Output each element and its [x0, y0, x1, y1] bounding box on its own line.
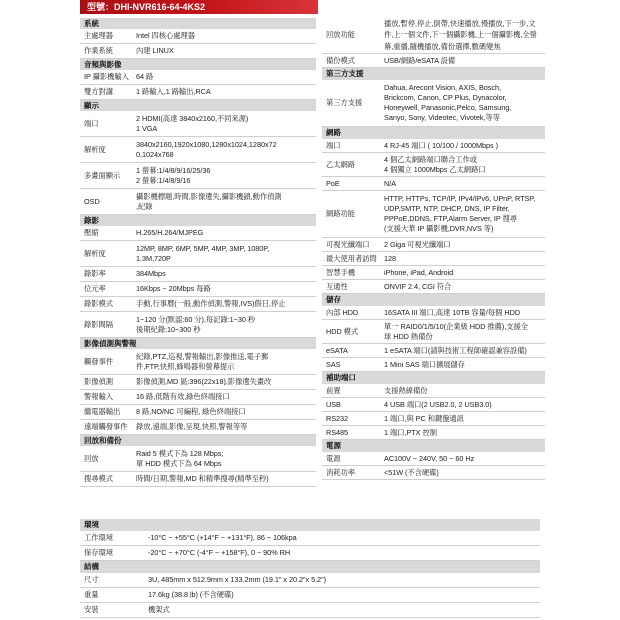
spec-value — [384, 384, 545, 397]
spec-label: 搜尋模式 — [84, 474, 113, 483]
spec-value-line: 0,1024x768 — [136, 149, 174, 159]
spec-value-line: Raid 5 模式下為 128 Mbps; — [136, 448, 224, 458]
spec-value — [136, 241, 316, 266]
spec-value — [136, 226, 316, 240]
spec-row — [80, 70, 316, 85]
spec-value-line: 2 HDMI(高達 3840x2160,不同來源) — [136, 113, 249, 123]
spec-value — [136, 29, 316, 43]
spec-value — [136, 420, 316, 434]
spec-row — [322, 398, 545, 412]
spec-value — [384, 139, 545, 152]
spec-label: RS232 — [326, 414, 349, 423]
spec-label: 回放功能 — [326, 30, 355, 39]
spec-label: PoE — [326, 179, 340, 188]
spec-label: 回放 — [84, 453, 99, 463]
spec-value — [148, 603, 540, 617]
spec-row — [322, 266, 545, 280]
spec-row — [322, 238, 545, 252]
spec-value-line: 機架式 — [148, 605, 170, 614]
spec-value-line: 單一 RAID0/1/5/10(企業級 HDD 推薦),支援全 — [384, 321, 529, 331]
spec-label: 解析度 — [84, 144, 106, 154]
spec-value — [384, 153, 545, 176]
spec-label: 端口 — [326, 140, 341, 150]
section-playback-backup: 回放和備份 — [80, 435, 316, 446]
spec-value — [136, 390, 316, 404]
spec-value-line: 8 路,NO/NC 可編程, 綠色終端接口 — [136, 407, 246, 416]
spec-label: 錄影率 — [84, 269, 106, 278]
spec-value — [136, 111, 316, 136]
spec-value-line: 1 端口,PTX 控制 — [384, 427, 437, 437]
spec-label: 網路功能 — [326, 209, 355, 218]
spec-label: OSD — [84, 197, 100, 206]
spec-row — [80, 375, 316, 390]
spec-label: 內部 HDD — [326, 307, 359, 317]
spec-label: 安裝 — [84, 605, 99, 614]
spec-label: 可視光纖端口 — [326, 239, 370, 249]
spec-value-line: 64 路 — [136, 72, 154, 81]
spec-value-line: 支援熱線備份 — [384, 385, 428, 395]
spec-value-line: N/A — [384, 178, 397, 188]
spec-label: 壓縮 — [84, 228, 99, 237]
spec-label: 主處理器 — [84, 31, 113, 40]
spec-row — [80, 472, 316, 487]
spec-row — [322, 280, 545, 294]
spec-value — [384, 80, 545, 126]
spec-value — [136, 312, 316, 337]
spec-value-line: -20°C ~ +70°C (-4°F ~ +158°F), 0 ~ 90% RH — [148, 548, 291, 557]
spec-value — [136, 163, 316, 188]
spec-value — [384, 54, 545, 67]
spec-row — [80, 531, 540, 546]
spec-value — [384, 344, 545, 357]
spec-label: 繼電器輸出 — [84, 407, 121, 416]
spec-label: 工作環境 — [84, 533, 113, 542]
spec-value — [384, 466, 545, 479]
spec-row — [80, 85, 316, 100]
spec-value-line: 播放,暫停,停止,倒帶,快速播放,慢播放,下一步,文 — [384, 18, 536, 28]
spec-value-line: -10°C ~ +55°C (+14°F ~ +131°F), 86 ~ 106kpa — [148, 533, 297, 542]
spec-value-line: Sanyo, Sony, Videotec, Vivotek,等等 — [384, 113, 500, 122]
spec-row — [322, 139, 545, 153]
spec-value-line: 384Mbps — [136, 269, 166, 278]
spec-label: 影像偵測 — [84, 377, 113, 386]
spec-label: 端口 — [84, 118, 99, 128]
spec-value-line: Brickcom, Canon, CP Plus, Dynacolor, — [384, 93, 507, 102]
spec-value-line: 件,FTP,快照,蜂鳴器和螢幕提示 — [136, 361, 235, 371]
spec-label: 錄影間隔 — [84, 319, 113, 329]
spec-value-line: AC100V ~ 240V, 50 ~ 60 Hz — [384, 453, 475, 463]
section-aux-ports: 補助端口 — [322, 372, 545, 384]
spec-value — [148, 546, 540, 560]
spec-label: 最大使用者訪問 — [326, 253, 377, 263]
spec-value-line: USB/網路/eSATA 設備 — [384, 55, 456, 65]
spec-row — [80, 312, 316, 338]
spec-value-line: iPhone, iPad, Android — [384, 267, 454, 277]
spec-value-line: Dahua, Arecont Vision, AXIS, Bosch, — [384, 83, 501, 92]
spec-value-line: 件,上一個文件,下一個攝影機,上一個攝影機,全螢 — [384, 30, 537, 40]
spec-value-line: 影像偵測,MD 區:396(22x18),影像遺失畫改 — [136, 377, 272, 386]
spec-value-line: H.265/H.264/MJPEG — [136, 228, 204, 237]
spec-value — [136, 297, 316, 311]
spec-label: 備份模式 — [326, 55, 355, 65]
spec-label: 重量 — [84, 590, 99, 599]
spec-label: RS485 — [326, 428, 349, 437]
spec-value — [136, 85, 316, 99]
spec-value-line: UDP,SMTP, NTP, DHCP, DNS, IP Filter, — [384, 204, 510, 213]
spec-row — [322, 320, 545, 344]
spec-value — [384, 306, 545, 319]
spec-label: 第三方支援 — [326, 98, 363, 107]
spec-value-line: 3840x2160,1920x1080,1280x1024,1280x72 — [136, 139, 277, 149]
spec-value-line: 16Kbps ~ 20Mbps 每路 — [136, 284, 211, 293]
spec-value — [136, 405, 316, 419]
spec-row — [80, 390, 316, 405]
spec-value — [384, 238, 545, 251]
spec-table-right — [322, 17, 545, 480]
spec-value-line: 1 Mini SAS 端口擴展儲存 — [384, 359, 466, 369]
spec-label: 消耗功率 — [326, 467, 355, 477]
spec-value — [384, 280, 545, 293]
spec-value-line: <51W (不含硬碟) — [384, 467, 439, 477]
spec-value-line: 4 個乙太網路端口聯合工作或 — [384, 154, 477, 164]
spec-value-line: (支援大華 IP 攝影機,DVR,NVS 等) — [384, 224, 494, 233]
spec-label: eSATA — [326, 346, 348, 355]
spec-row — [80, 163, 316, 189]
spec-value — [136, 375, 316, 389]
spec-label: 解析度 — [84, 248, 106, 258]
spec-row — [80, 573, 540, 588]
spec-value-line: 4 USB 端口(2 USB2.0, 2 USB3.0) — [384, 399, 492, 409]
spec-row — [322, 80, 545, 127]
section-recording: 錄影 — [80, 215, 316, 226]
spec-value-line: 1 路輸入,1 路輸出,RCA — [136, 87, 211, 96]
spec-label: 作業系統 — [84, 46, 113, 55]
spec-label: 互通性 — [326, 281, 348, 291]
spec-row — [80, 446, 316, 472]
spec-value-line: 1 VGA — [136, 123, 158, 133]
spec-row — [322, 466, 545, 480]
spec-value-line: 3U, 485mm x 512.9mm x 133.2mm (19.1" x 20.2"x 5.2") — [148, 575, 326, 584]
spec-value-line: Honeywell, Panasonic,Pelco, Samsung, — [384, 103, 512, 112]
section-third-party: 第三方支援 — [322, 68, 545, 80]
spec-value — [384, 320, 545, 343]
section-construction: 結構 — [80, 561, 540, 573]
spec-value-line: HTTP, HTTPs, TCP/IP, IPv4/IPv6, UPnP, RTSP, — [384, 194, 536, 203]
spec-row — [80, 189, 316, 215]
spec-label: IP 攝影機輸入 — [84, 72, 129, 81]
spec-value — [148, 573, 540, 587]
spec-value — [384, 412, 545, 425]
spec-value — [384, 252, 545, 265]
spec-value-line: ,紀錄 — [136, 201, 153, 211]
spec-value-line: 4 個獨立 1000Mbps 乙太網路口 — [384, 164, 486, 174]
spec-value — [384, 426, 545, 439]
spec-value — [136, 472, 316, 486]
spec-value — [384, 17, 545, 53]
spec-value — [136, 267, 316, 281]
spec-label: 觸發事件 — [84, 356, 113, 366]
spec-row — [322, 177, 545, 191]
spec-row — [322, 153, 545, 177]
spec-row — [80, 137, 316, 163]
spec-label: USB — [326, 400, 341, 409]
section-display: 顯示 — [80, 100, 316, 111]
spec-label: 尺寸 — [84, 575, 99, 584]
spec-row — [80, 241, 316, 267]
spec-value — [136, 282, 316, 296]
section-video-detection-alarm: 影像偵測與警報 — [80, 338, 316, 349]
spec-value — [136, 446, 316, 471]
spec-value-line: 紀錄,PTZ,巡視,警報輸出,影像推送,電子郵 — [136, 351, 269, 361]
spec-value — [384, 191, 545, 237]
section-audio-video: 音頻與影像 — [80, 59, 316, 70]
section-system: 系統 — [80, 18, 316, 29]
spec-value — [384, 452, 545, 465]
spec-value-line: 16SATA III 端口,高達 10TB 容量/每個 HDD — [384, 307, 521, 317]
spec-value-line: 12MP, 8MP, 6MP, 5MP, 4MP, 3MP, 1080P, — [136, 243, 270, 253]
spec-value — [136, 44, 316, 58]
spec-value-line: 2 Giga 可視光纖端口 — [384, 239, 451, 249]
spec-row — [80, 297, 316, 312]
spec-value-line: Intel 四核心處理器 — [136, 31, 196, 40]
spec-table-bottom — [80, 519, 540, 618]
spec-value — [136, 189, 316, 214]
spec-row — [80, 349, 316, 375]
spec-value-line: 後期紀錄:10~300 秒 — [136, 324, 201, 334]
spec-label: HDD 模式 — [326, 326, 359, 336]
spec-row — [80, 405, 316, 420]
spec-label: 前置 — [326, 385, 341, 395]
spec-label: 乙太網路 — [326, 159, 355, 169]
section-power: 電源 — [322, 440, 545, 452]
spec-row — [322, 344, 545, 358]
spec-value — [384, 398, 545, 411]
section-storage: 儲存 — [322, 294, 545, 306]
spec-table-left — [80, 18, 316, 487]
spec-label: 智慧手機 — [326, 267, 355, 277]
spec-row — [322, 452, 545, 466]
spec-value-line: 攝影機標題,時間,影像遺失,攝影機鎖,動作偵測 — [136, 191, 282, 201]
spec-value-line: 幕,重播,隨機播放,備份選擇,數碼變焦 — [384, 41, 501, 51]
spec-value — [136, 137, 316, 162]
spec-label: 多畫面顯示 — [84, 170, 121, 180]
spec-row — [80, 226, 316, 241]
spec-row — [80, 420, 316, 435]
spec-value-line: 1 eSATA 端口(請與技術工程師確認兼容設備) — [384, 345, 527, 355]
spec-row — [80, 588, 540, 603]
spec-value-line: 單 HDD 模式下為 64 Mbps — [136, 458, 222, 468]
spec-value — [384, 177, 545, 190]
spec-value — [384, 358, 545, 371]
spec-value-line: 1~120 分(默認:60 分),每記錄:1~30 秒 — [136, 314, 256, 324]
spec-value-line: 2 螢幕:1/4/8/9/16 — [136, 175, 191, 185]
spec-label: 電源 — [326, 453, 341, 463]
spec-label: 警報輸入 — [84, 392, 113, 401]
model-title-bar: 型號：DHI-NVR616-64-4KS2 — [80, 0, 318, 14]
spec-label: 保存環境 — [84, 548, 113, 557]
spec-value-line: 1 螢幕:1/4/8/9/16/25/36 — [136, 165, 211, 175]
spec-value-line: ONVIF 2.4, CGI 符合 — [384, 281, 452, 291]
spec-label: 位元率 — [84, 284, 106, 293]
spec-value — [136, 349, 316, 374]
spec-value-line: 手動,行事曆(一般,動作偵測,警報,IVS)假日,停止 — [136, 299, 286, 308]
spec-value-line: 1.3M,720P — [136, 253, 171, 263]
spec-row — [80, 282, 316, 297]
spec-row — [322, 191, 545, 238]
spec-label: SAS — [326, 360, 341, 369]
spec-value — [148, 531, 540, 545]
section-network: 網路 — [322, 127, 545, 139]
spec-value-line: 錄放,遠端,影像,呈現,快照,警報等等 — [136, 422, 248, 431]
spec-value-line: 16 路,低階有效,綠色終端接口 — [136, 392, 230, 401]
spec-row — [80, 44, 316, 59]
spec-row — [80, 546, 540, 561]
spec-row — [80, 111, 316, 137]
spec-label: 遠端觸發事件 — [84, 422, 128, 431]
section-environment: 環境 — [80, 519, 540, 531]
spec-label: 錄影模式 — [84, 299, 113, 308]
spec-value-line: 球 HDD 熱備份 — [384, 331, 433, 341]
spec-value-line: 128 — [384, 253, 397, 263]
spec-row — [322, 306, 545, 320]
spec-row — [80, 603, 540, 618]
spec-value — [148, 588, 540, 602]
spec-value-line: PPPoE,DDNS, FTP,Alarm Server, IP 搜尋 — [384, 214, 518, 223]
spec-row — [322, 17, 545, 54]
spec-row — [80, 29, 316, 44]
spec-label: 雙方對講 — [84, 87, 113, 96]
spec-row — [322, 412, 545, 426]
spec-value — [384, 266, 545, 279]
spec-value-line: 17.6kg (38.8 lb) (不含硬碟) — [148, 590, 234, 599]
spec-row — [322, 54, 545, 68]
spec-row — [80, 267, 316, 282]
spec-value-line: 4 RJ-45 端口 ( 10/100 / 1000Mbps ) — [384, 140, 498, 150]
spec-row — [322, 358, 545, 372]
spec-row — [322, 384, 545, 398]
spec-row — [322, 252, 545, 266]
spec-row — [322, 426, 545, 440]
spec-value-line: 時間/日期,警報,MD 和精準搜尋(精準至秒) — [136, 474, 269, 483]
spec-value-line: 內建 LINUX — [136, 46, 174, 55]
spec-value-line: 1 端口,與 PC 和鍵盤通訊 — [384, 413, 464, 423]
spec-value — [136, 70, 316, 84]
